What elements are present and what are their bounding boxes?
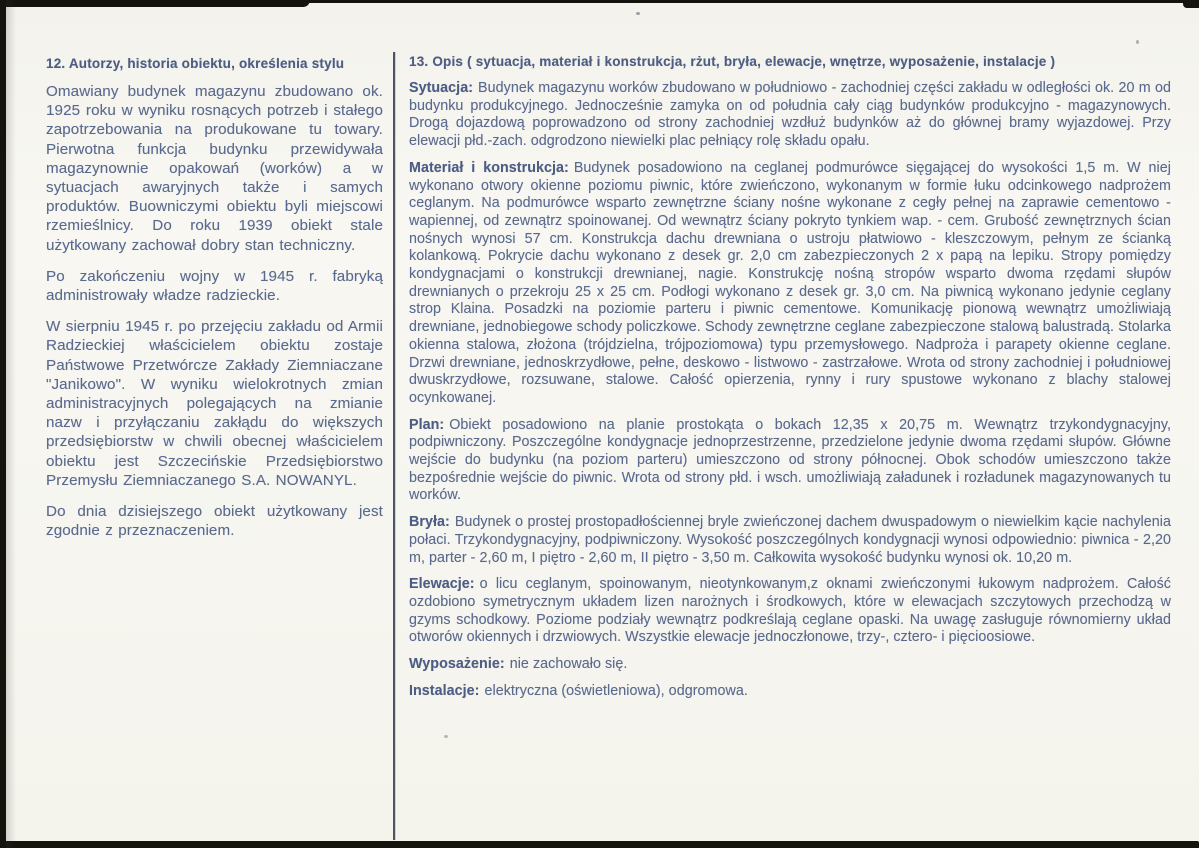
scan-edge-bottom: [0, 841, 1199, 848]
history-paragraph-1: Omawiany budynek magazynu zbudowano ok. 1925 roku w wyniku rosnących potrzeb i stałego zapotrzebowania na produkowane tu towary. Pierwotna funkcja budynku przewidywała magazynownie opakowań (worków) a w sytuacjach awaryjnych także i samych produktów. Buowniczymi obiektu byli miejscowi rzemieślnicy. Do roku 1939 obiekt stale użytkowany zachował dobry stan techniczny.: [46, 83, 383, 254]
description-section-wyposazenie: [409, 656, 1171, 674]
history-paragraph-4: Do dnia dzisiejszego obiekt użytkowany jest zgodnie z przeznaczeniem.: [46, 503, 383, 540]
scan-speck: [444, 735, 448, 738]
scan-speck: [636, 12, 640, 15]
instalacje-label: Instalacje:: [409, 682, 480, 699]
section-13-heading: 13. Opis ( sytuacja, materiał i konstrukcja, rżut, bryła, elewacje, wnętrze, wyposażenie, instalacje ): [409, 54, 1056, 69]
sytuacja-label: Sytuacja:: [409, 80, 474, 96]
material-konstrukcja-label: Materiał i konstrukcja:: [409, 159, 569, 176]
scan-speck: [1136, 40, 1139, 44]
bryla-text: Budynek o prostej prostopadłościennej bryle zwieńczonej dachem dwuspadowym o niewielkim kącie nachylenia połaci. Trzykondygnacyjny, podpiwniczony. Wysokość poszczególnych kondygnacji wynosi odpowiednio: piwnica - 2,20 m, parter - 2,60 m, I piętro - 2,60 m, II piętro - 3,50 m. Całkowita wysokość budynku wynosi ok. 10,20 m.: [409, 514, 1171, 566]
material-konstrukcja-text: Budynek posadowiono na ceglanej podmurówce sięgającej do wysokości 1,5 m. W niej wykonano otwory okienne poziomu piwnic, które zwieńczono, wykonanym w formie łuku odcinkowego nadprożem ceglanym. Na podmurówce wsparto zewnętrzne ściany nośne wykonane z cegły pełnej na zaprawie cementowo - wapiennej, od zewnątrz spoinowanej. Od wewnątrz ściany pokryto tynkiem wap. - cem. Grubość zewnętrznych ścian nośnych wynosi 57 cm. Konstrukcja dachu drewniana o ustroju płatwiowo - kleszczowym, pełnym ze ścianką kolankową. Pokrycie dachu wykonano z desek gr. 2,0 cm zabezpieczonych 2 x papą na lepiku. Stropy pomiędzy kondygnacjami o konstrukcji drewnianej, nagie. Konstrukcję nośną stropów wsparto dwoma rzędami słupów drewnianych o przekroju 25 x 25 cm. Podłogi wykonano z desek gr. 3,0 cm. Na piwnicą wykonano jedynie ceglany strop Klaina. Posadzki na poziomie parteru i piwnic cementowe. Komunikację pionową wewnątrz umożliwiają drewniane, jednobiegowe schody policzkowe. Schody zewnętrzne ceglane zabezpieczone stalową balustradą. Stolarka okienna stalowa, złożona (trójdzielna, trójpoziomowa) typu przemysłowego. Nadproża i parapety okienne ceglane. Drzwi drewniane, jednoskrzydłowe, pełne, deskowo - listwowo - zastrzałowe. Wrota od strony zachodniej i południowej dwuskrzydłowe, rozsuwane, stalowe. Całość opierzenia, rynny i rury spustowe wykonano z blachy stalowej ocynkowanej.: [409, 159, 1171, 406]
bryla-label: Bryła:: [409, 514, 450, 531]
description-section-sytuacja: [409, 80, 1171, 151]
page-shadow: [6, 0, 16, 848]
section-12-authors-history: [46, 56, 383, 552]
history-paragraph-2: Po zakończeniu wojny w 1945 r. fabryką administrowały władze radzieckie.: [46, 267, 383, 305]
description-section-elewacje: [409, 576, 1171, 647]
elewacje-text: o licu ceglanym, spoinowanym, nieotynkowanym,z oknami zwieńczonymi łukowym nadprożem. Całość ozdobiono symetrycznym układem lizen narożnych i środkowych, które w elewacjach szczytowych przechodzą w gzyms schodkowy. Poziome podziały wewnątrz podkreślają ceglane opaski. Na uwagę zasługuje równomierny układ otworów okiennych i drzwiowych. Wszystkie elewacje jednoczłonowe, trzy-, cztero- i pięcioosiowe.: [409, 576, 1171, 646]
plan-label: Plan:: [409, 416, 445, 433]
sytuacja-text: Budynek magazynu worków zbudowano w południowo - zachodniej części zakładu w odległości ok. 20 m od budynku produkcyjnego. Jednocześnie zamyka on od południa cały ciąg budynków produkcyjno - magazynowych. Drogą dojazdową poprowadzono od strony zachodniej wzdłuż budynków aż do głównej bramy wyjazdowej. Przy elewacji płd.-zach. odgrodzono niewielki plac pełniący rolę składu opału.: [409, 80, 1171, 150]
description-section-plan: [409, 417, 1171, 506]
description-section-instalacje: [409, 683, 1171, 701]
column-divider-line: [393, 52, 395, 840]
wyposazenie-text: nie zachowało się.: [509, 656, 628, 673]
history-paragraph-3: W sierpniu 1945 r. po przejęciu zakładu od Armii Radzieckiej właścicielem obiektu zostaje Państwowe Przetwórcze Zakłady Ziemniaczane "Janikowo". W wyniku wielokrotnych zmian administracyjnych polegających na zmianie nazw i przyłączaniu zakłądu do większych przedsiębiorstw w chwili obecnej właścicielem obiektu jest Szczecińskie Przedsiębiorstwo Przemysłu Ziemniaczanego S.A. NOWANYL.: [46, 318, 383, 489]
scan-edge-top-left: [0, 0, 310, 7]
wyposazenie-label: Wyposażenie:: [409, 656, 505, 673]
plan-text: Obiekt posadowiono na planie prostokąta o bokach 12,35 x 20,75 m. Wewnątrz trzykondygnacyjny, podpiwniczony. Poszczególne kondygnacje jednoprzestrzenne, przedzielone jedynie dwoma rzędami słupów. Główne wejście do budynku (na poziom parteru) umieszczono od strony północnej. Obok schodów umieszczono także bezpośrednie wejście do piwnic. Wrota od strony płd. i wsch. umożliwiają załadunek i rozładunek magazynowanych tu worków.: [409, 416, 1171, 504]
section-12-heading: 12. Autorzy, historia obiektu, określenia stylu: [46, 56, 345, 71]
elewacje-label: Elewacje:: [409, 576, 475, 593]
scan-corner-mark: [1183, 0, 1199, 8]
section-13-description: [409, 54, 1171, 710]
description-section-material-konstrukcja: [409, 160, 1171, 408]
description-section-bryla: [409, 514, 1171, 567]
instalacje-text: elektryczna (oświetleniowa), odgromowa.: [484, 682, 748, 699]
